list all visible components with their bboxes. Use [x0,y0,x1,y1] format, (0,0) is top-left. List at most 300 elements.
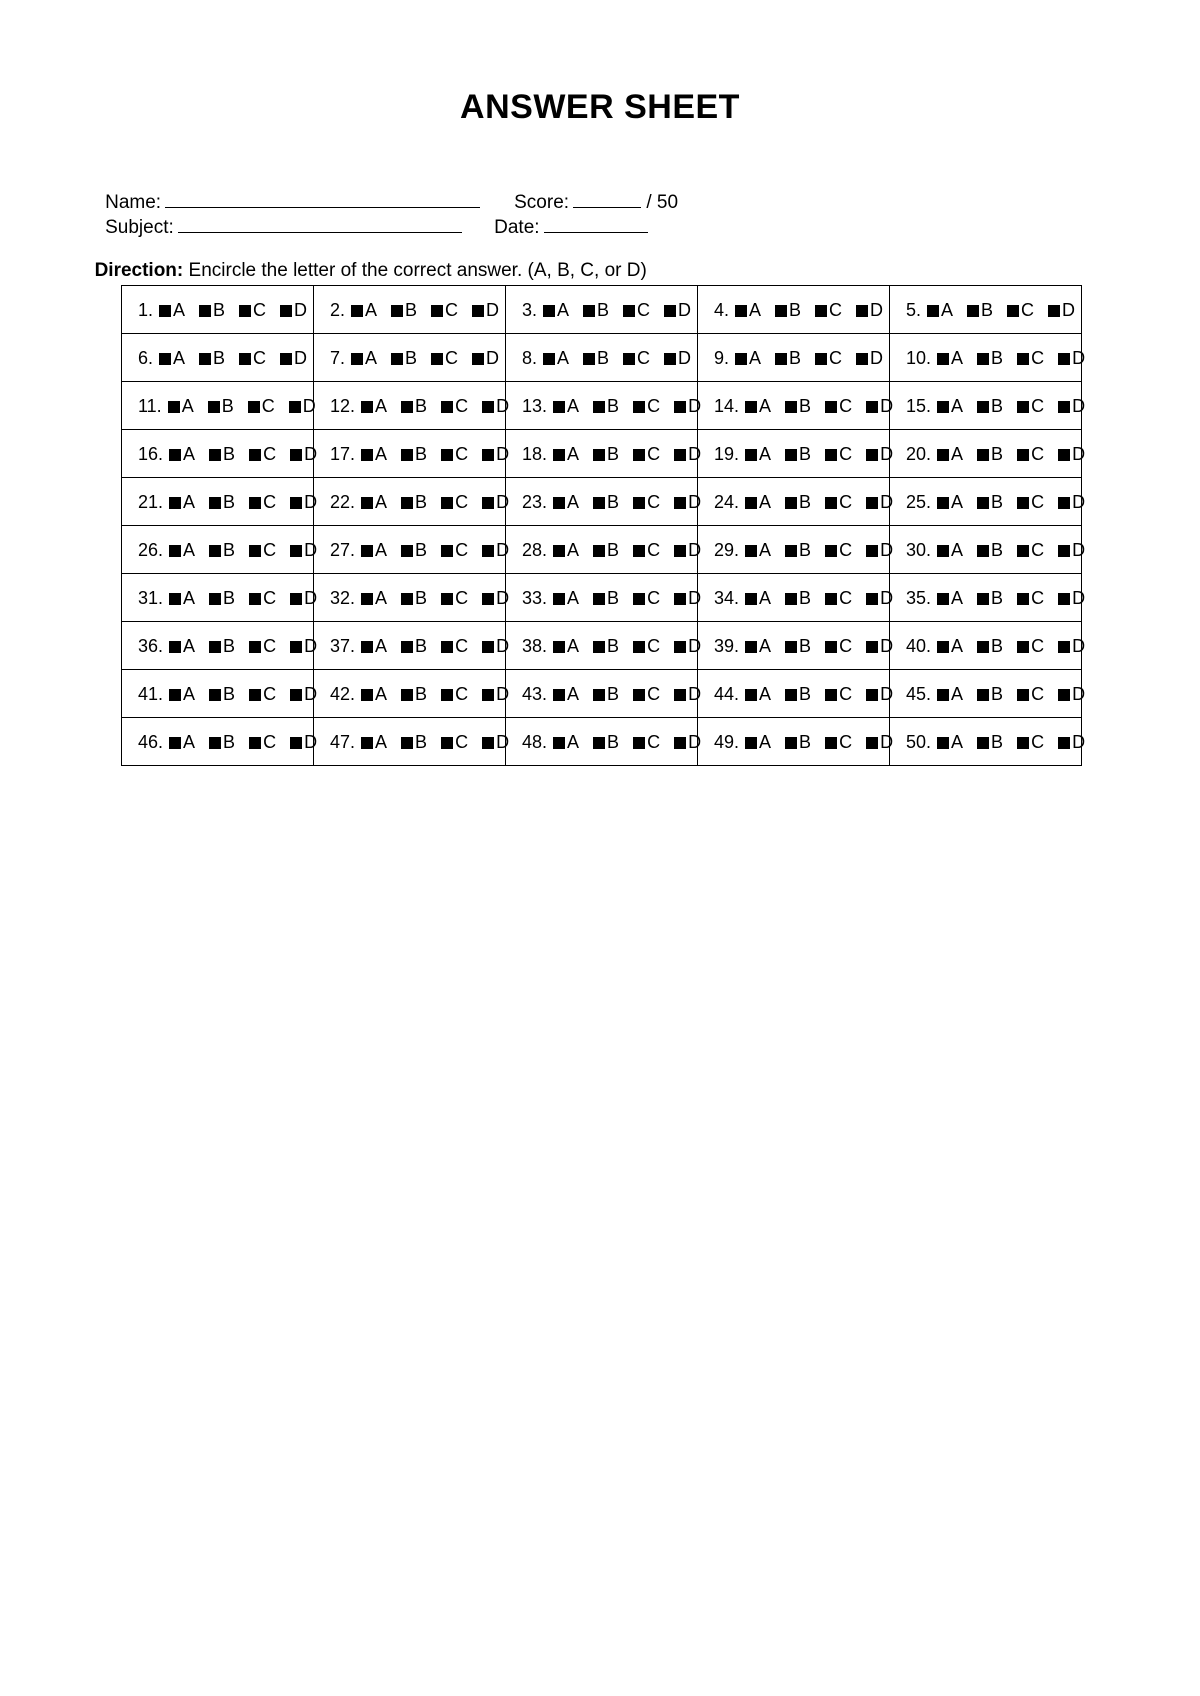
option-b[interactable] [977,492,1003,512]
option-b[interactable] [209,492,235,512]
option-b[interactable] [775,300,801,320]
option-c[interactable] [1017,636,1044,656]
option-a[interactable] [937,348,963,368]
checkbox-icon[interactable] [209,497,221,509]
option-b[interactable] [593,732,619,752]
option-d[interactable] [1058,492,1085,512]
checkbox-icon[interactable] [361,593,373,605]
option-a[interactable] [735,300,761,320]
checkbox-icon[interactable] [1058,641,1070,653]
option-b[interactable] [199,300,225,320]
checkbox-icon[interactable] [361,449,373,461]
checkbox-icon[interactable] [1058,497,1070,509]
checkbox-icon[interactable] [1017,641,1029,653]
option-b[interactable] [208,396,234,416]
option-a[interactable] [169,684,195,704]
checkbox-icon[interactable] [937,593,949,605]
option-a[interactable] [937,684,963,704]
option-c[interactable] [623,300,650,320]
option-b[interactable] [199,348,225,368]
checkbox-icon[interactable] [1058,545,1070,557]
option-c[interactable] [1017,588,1044,608]
option-d[interactable] [856,348,883,368]
checkbox-icon[interactable] [1058,353,1070,365]
option-a[interactable] [543,300,569,320]
option-b[interactable] [977,588,1003,608]
checkbox-icon[interactable] [169,545,181,557]
option-b[interactable] [593,444,619,464]
option-a[interactable] [553,444,579,464]
checkbox-icon[interactable] [977,401,989,413]
checkbox-icon[interactable] [482,545,494,557]
checkbox-icon[interactable] [1058,689,1070,701]
checkbox-icon[interactable] [401,545,413,557]
checkbox-icon[interactable] [633,689,645,701]
option-a[interactable] [168,396,194,416]
option-c[interactable] [1017,492,1044,512]
option-a[interactable] [169,444,195,464]
option-b[interactable] [593,492,619,512]
option-a[interactable] [745,396,771,416]
checkbox-icon[interactable] [745,593,757,605]
option-c[interactable] [815,348,842,368]
checkbox-icon[interactable] [785,737,797,749]
option-b[interactable] [977,732,1003,752]
option-c[interactable] [1017,396,1044,416]
checkbox-icon[interactable] [553,641,565,653]
option-b[interactable] [977,444,1003,464]
option-c[interactable] [431,300,458,320]
checkbox-icon[interactable] [169,449,181,461]
checkbox-icon[interactable] [472,353,484,365]
option-c[interactable] [239,348,266,368]
option-c[interactable] [249,732,276,752]
option-c[interactable] [441,732,468,752]
checkbox-icon[interactable] [735,305,747,317]
option-c[interactable] [633,636,660,656]
checkbox-icon[interactable] [280,305,292,317]
checkbox-icon[interactable] [543,305,555,317]
option-a[interactable] [169,492,195,512]
checkbox-icon[interactable] [745,497,757,509]
checkbox-icon[interactable] [674,689,686,701]
checkbox-icon[interactable] [159,305,171,317]
checkbox-icon[interactable] [1017,449,1029,461]
checkbox-icon[interactable] [401,497,413,509]
option-d[interactable] [1058,588,1085,608]
option-a[interactable] [553,636,579,656]
option-b[interactable] [785,684,811,704]
option-a[interactable] [159,300,185,320]
option-a[interactable] [745,636,771,656]
option-c[interactable] [825,588,852,608]
option-c[interactable] [249,636,276,656]
checkbox-icon[interactable] [289,401,301,413]
checkbox-icon[interactable] [825,497,837,509]
checkbox-icon[interactable] [633,641,645,653]
checkbox-icon[interactable] [208,401,220,413]
checkbox-icon[interactable] [825,689,837,701]
checkbox-icon[interactable] [825,641,837,653]
checkbox-icon[interactable] [199,353,211,365]
checkbox-icon[interactable] [239,353,251,365]
option-d[interactable] [280,300,307,320]
checkbox-icon[interactable] [361,641,373,653]
option-a[interactable] [745,492,771,512]
checkbox-icon[interactable] [169,641,181,653]
option-c[interactable] [441,492,468,512]
checkbox-icon[interactable] [664,353,676,365]
option-b[interactable] [977,540,1003,560]
checkbox-icon[interactable] [825,593,837,605]
option-c[interactable] [633,588,660,608]
option-b[interactable] [977,396,1003,416]
option-d[interactable] [1058,732,1085,752]
checkbox-icon[interactable] [977,689,989,701]
option-c[interactable] [249,684,276,704]
option-c[interactable] [441,396,468,416]
option-a[interactable] [745,444,771,464]
option-c[interactable] [441,684,468,704]
checkbox-icon[interactable] [937,497,949,509]
checkbox-icon[interactable] [239,305,251,317]
checkbox-icon[interactable] [1017,401,1029,413]
checkbox-icon[interactable] [745,737,757,749]
option-a[interactable] [553,540,579,560]
option-d[interactable] [472,348,499,368]
option-b[interactable] [593,588,619,608]
checkbox-icon[interactable] [745,449,757,461]
checkbox-icon[interactable] [351,353,363,365]
checkbox-icon[interactable] [937,737,949,749]
option-b[interactable] [401,492,427,512]
checkbox-icon[interactable] [209,737,221,749]
checkbox-icon[interactable] [775,353,787,365]
checkbox-icon[interactable] [745,545,757,557]
option-c[interactable] [249,540,276,560]
checkbox-icon[interactable] [937,689,949,701]
checkbox-icon[interactable] [593,593,605,605]
checkbox-icon[interactable] [209,593,221,605]
option-a[interactable] [745,732,771,752]
option-a[interactable] [169,588,195,608]
option-c[interactable] [633,684,660,704]
checkbox-icon[interactable] [249,593,261,605]
option-a[interactable] [937,540,963,560]
checkbox-icon[interactable] [977,593,989,605]
option-d[interactable] [664,348,691,368]
option-a[interactable] [937,636,963,656]
checkbox-icon[interactable] [866,545,878,557]
checkbox-icon[interactable] [361,689,373,701]
checkbox-icon[interactable] [1058,737,1070,749]
option-d[interactable] [856,300,883,320]
checkbox-icon[interactable] [361,401,373,413]
option-a[interactable] [937,492,963,512]
option-c[interactable] [441,444,468,464]
checkbox-icon[interactable] [674,545,686,557]
checkbox-icon[interactable] [482,497,494,509]
option-a[interactable] [169,732,195,752]
checkbox-icon[interactable] [199,305,211,317]
option-b[interactable] [977,636,1003,656]
checkbox-icon[interactable] [249,737,261,749]
checkbox-icon[interactable] [664,305,676,317]
checkbox-icon[interactable] [159,353,171,365]
option-b[interactable] [209,444,235,464]
option-a[interactable] [553,732,579,752]
checkbox-icon[interactable] [593,449,605,461]
checkbox-icon[interactable] [351,305,363,317]
checkbox-icon[interactable] [745,641,757,653]
checkbox-icon[interactable] [735,353,747,365]
checkbox-icon[interactable] [866,497,878,509]
option-b[interactable] [401,396,427,416]
checkbox-icon[interactable] [937,545,949,557]
option-c[interactable] [441,636,468,656]
option-b[interactable] [391,300,417,320]
checkbox-icon[interactable] [290,689,302,701]
checkbox-icon[interactable] [856,305,868,317]
option-c[interactable] [239,300,266,320]
option-b[interactable] [401,732,427,752]
checkbox-icon[interactable] [815,353,827,365]
checkbox-icon[interactable] [441,593,453,605]
checkbox-icon[interactable] [1048,305,1060,317]
option-c[interactable] [249,588,276,608]
option-c[interactable] [825,540,852,560]
checkbox-icon[interactable] [745,689,757,701]
option-b[interactable] [209,540,235,560]
checkbox-icon[interactable] [977,641,989,653]
option-c[interactable] [825,732,852,752]
checkbox-icon[interactable] [785,497,797,509]
checkbox-icon[interactable] [553,401,565,413]
checkbox-icon[interactable] [1058,593,1070,605]
option-d[interactable] [472,300,499,320]
checkbox-icon[interactable] [482,641,494,653]
checkbox-icon[interactable] [593,497,605,509]
checkbox-icon[interactable] [1058,449,1070,461]
checkbox-icon[interactable] [169,689,181,701]
checkbox-icon[interactable] [290,497,302,509]
checkbox-icon[interactable] [401,401,413,413]
checkbox-icon[interactable] [290,641,302,653]
option-b[interactable] [775,348,801,368]
checkbox-icon[interactable] [401,449,413,461]
checkbox-icon[interactable] [553,593,565,605]
checkbox-icon[interactable] [361,545,373,557]
checkbox-icon[interactable] [825,401,837,413]
option-b[interactable] [593,540,619,560]
checkbox-icon[interactable] [169,497,181,509]
option-c[interactable] [825,684,852,704]
checkbox-icon[interactable] [633,449,645,461]
checkbox-icon[interactable] [441,449,453,461]
checkbox-icon[interactable] [866,641,878,653]
checkbox-icon[interactable] [553,689,565,701]
option-d[interactable] [280,348,307,368]
checkbox-icon[interactable] [249,449,261,461]
checkbox-icon[interactable] [593,689,605,701]
option-a[interactable] [745,588,771,608]
option-b[interactable] [967,300,993,320]
checkbox-icon[interactable] [543,353,555,365]
option-c[interactable] [1017,540,1044,560]
option-c[interactable] [1007,300,1034,320]
checkbox-icon[interactable] [249,545,261,557]
checkbox-icon[interactable] [825,545,837,557]
checkbox-icon[interactable] [431,353,443,365]
option-a[interactable] [159,348,185,368]
option-a[interactable] [361,396,387,416]
option-a[interactable] [745,540,771,560]
checkbox-icon[interactable] [441,545,453,557]
checkbox-icon[interactable] [472,305,484,317]
option-a[interactable] [937,588,963,608]
option-b[interactable] [785,444,811,464]
checkbox-icon[interactable] [825,449,837,461]
option-c[interactable] [249,492,276,512]
option-d[interactable] [1058,348,1085,368]
checkbox-icon[interactable] [866,737,878,749]
checkbox-icon[interactable] [674,449,686,461]
option-d[interactable] [664,300,691,320]
checkbox-icon[interactable] [1017,593,1029,605]
option-b[interactable] [401,636,427,656]
checkbox-icon[interactable] [249,641,261,653]
option-d[interactable] [1058,396,1085,416]
option-b[interactable] [593,684,619,704]
option-a[interactable] [543,348,569,368]
option-c[interactable] [1017,444,1044,464]
checkbox-icon[interactable] [593,545,605,557]
checkbox-icon[interactable] [169,737,181,749]
checkbox-icon[interactable] [977,737,989,749]
checkbox-icon[interactable] [290,737,302,749]
option-c[interactable] [633,396,660,416]
option-b[interactable] [593,636,619,656]
option-b[interactable] [977,684,1003,704]
checkbox-icon[interactable] [441,689,453,701]
checkbox-icon[interactable] [391,305,403,317]
checkbox-icon[interactable] [280,353,292,365]
checkbox-icon[interactable] [866,593,878,605]
option-d[interactable] [289,396,316,416]
option-a[interactable] [169,540,195,560]
checkbox-icon[interactable] [977,497,989,509]
checkbox-icon[interactable] [593,401,605,413]
checkbox-icon[interactable] [1017,545,1029,557]
option-a[interactable] [361,444,387,464]
option-b[interactable] [401,444,427,464]
option-a[interactable] [553,492,579,512]
option-a[interactable] [937,396,963,416]
checkbox-icon[interactable] [593,641,605,653]
checkbox-icon[interactable] [825,737,837,749]
checkbox-icon[interactable] [674,737,686,749]
option-b[interactable] [209,636,235,656]
checkbox-icon[interactable] [633,401,645,413]
checkbox-icon[interactable] [927,305,939,317]
checkbox-icon[interactable] [290,545,302,557]
checkbox-icon[interactable] [482,449,494,461]
checkbox-icon[interactable] [967,305,979,317]
checkbox-icon[interactable] [623,353,635,365]
checkbox-icon[interactable] [482,689,494,701]
option-a[interactable] [361,540,387,560]
option-a[interactable] [361,732,387,752]
checkbox-icon[interactable] [248,401,260,413]
checkbox-icon[interactable] [1017,737,1029,749]
option-c[interactable] [633,444,660,464]
option-c[interactable] [825,444,852,464]
option-a[interactable] [745,684,771,704]
checkbox-icon[interactable] [482,401,494,413]
option-a[interactable] [351,348,377,368]
checkbox-icon[interactable] [553,497,565,509]
option-b[interactable] [401,588,427,608]
option-c[interactable] [249,444,276,464]
checkbox-icon[interactable] [674,497,686,509]
option-a[interactable] [361,684,387,704]
option-c[interactable] [825,492,852,512]
checkbox-icon[interactable] [431,305,443,317]
checkbox-icon[interactable] [785,401,797,413]
option-c[interactable] [1017,684,1044,704]
checkbox-icon[interactable] [977,353,989,365]
option-b[interactable] [785,588,811,608]
checkbox-icon[interactable] [745,401,757,413]
option-b[interactable] [583,348,609,368]
option-a[interactable] [937,444,963,464]
option-c[interactable] [623,348,650,368]
option-b[interactable] [401,540,427,560]
option-b[interactable] [391,348,417,368]
checkbox-icon[interactable] [553,545,565,557]
checkbox-icon[interactable] [249,497,261,509]
option-d[interactable] [1058,636,1085,656]
checkbox-icon[interactable] [583,353,595,365]
option-d[interactable] [1058,540,1085,560]
date-field[interactable] [544,215,648,233]
checkbox-icon[interactable] [937,401,949,413]
option-a[interactable] [553,588,579,608]
checkbox-icon[interactable] [441,401,453,413]
option-c[interactable] [815,300,842,320]
checkbox-icon[interactable] [977,449,989,461]
checkbox-icon[interactable] [482,593,494,605]
checkbox-icon[interactable] [401,593,413,605]
checkbox-icon[interactable] [856,353,868,365]
checkbox-icon[interactable] [209,545,221,557]
checkbox-icon[interactable] [815,305,827,317]
option-d[interactable] [1058,684,1085,704]
checkbox-icon[interactable] [391,353,403,365]
option-a[interactable] [361,492,387,512]
checkbox-icon[interactable] [633,497,645,509]
checkbox-icon[interactable] [674,401,686,413]
checkbox-icon[interactable] [937,353,949,365]
option-c[interactable] [431,348,458,368]
option-b[interactable] [785,540,811,560]
checkbox-icon[interactable] [785,593,797,605]
option-b[interactable] [209,588,235,608]
checkbox-icon[interactable] [290,593,302,605]
checkbox-icon[interactable] [209,689,221,701]
option-c[interactable] [441,588,468,608]
checkbox-icon[interactable] [401,737,413,749]
